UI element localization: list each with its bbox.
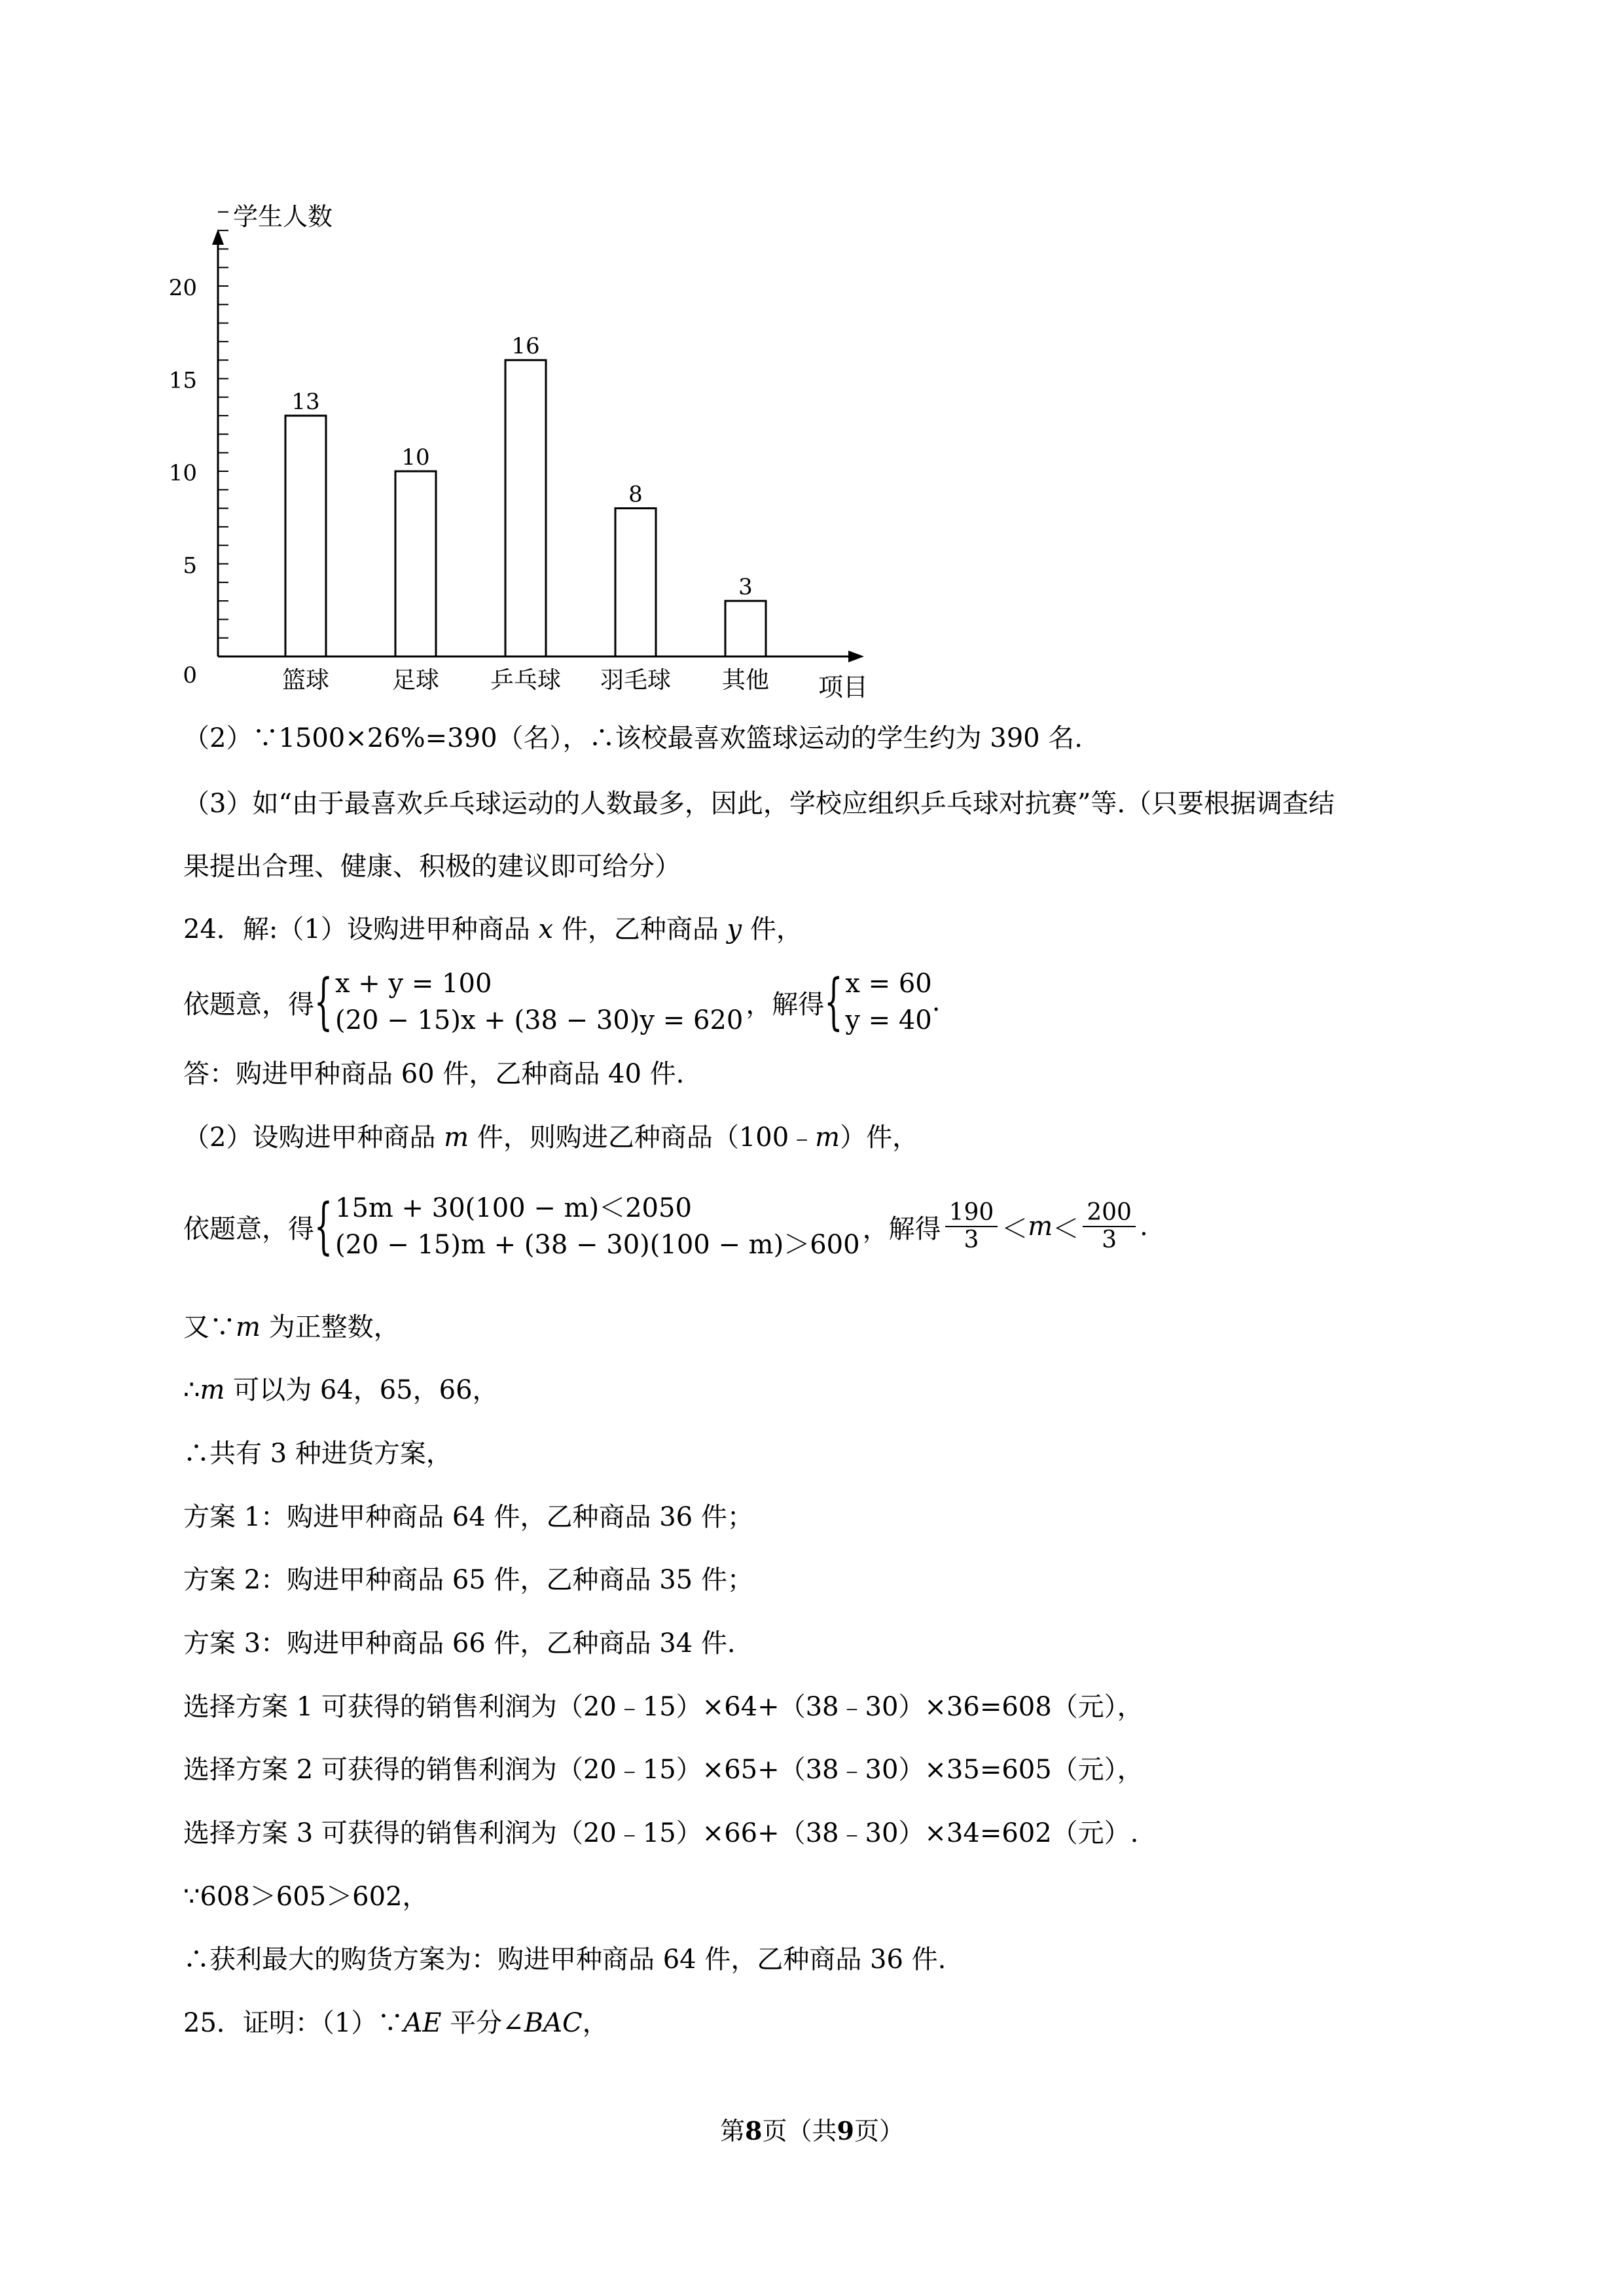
angle-bac: BAC (524, 2008, 583, 2038)
y-tick-label: 5 (183, 552, 197, 579)
left-brace-solution: { (824, 967, 843, 1037)
x-axis-arrow (848, 651, 864, 662)
q24-part2-a: （2）设购进甲种商品 (183, 1122, 444, 1153)
fraction-2-denominator: 3 (1102, 1227, 1117, 1253)
y-axis-label: 学生人数 (233, 202, 333, 231)
q25-b: 平分∠ (441, 2008, 524, 2038)
because-text: 又∵ (183, 1312, 236, 1342)
q24-m-values (183, 1372, 499, 1408)
bar (285, 416, 326, 656)
footer-page-number: 8 (745, 2116, 763, 2145)
q24-compare: ∵608＞605＞602， (183, 1882, 429, 1912)
q24-answer-1: 答：购进甲种商品 60 件，乙种商品 40 件. (183, 1059, 685, 1089)
footer-mid: 页（共 (762, 2117, 837, 2145)
q24-profit-2: 选择方案 2 可获得的销售利润为（20﹣15）×65+（38﹣30）×35=605（元）， (183, 1755, 1144, 1785)
integer-text: 为正整数， (260, 1312, 400, 1342)
footer-post: 页） (854, 2117, 904, 2145)
x-category-label: 篮球 (281, 667, 330, 694)
inequality-prefix: 依题意，得 (183, 1213, 314, 1244)
bar-data-label: 8 (628, 481, 643, 508)
q24-intro-c: 件， (742, 914, 803, 944)
x-category-label: 羽毛球 (600, 667, 672, 694)
q24-system (183, 965, 940, 1039)
therefore-text: ∴ (183, 1375, 200, 1405)
q24-intro-a: 24．解:（1）设购进甲种商品 (183, 914, 539, 944)
m-values-text: 可以为 64，65，66， (225, 1375, 499, 1405)
fraction-1-denominator: 3 (964, 1227, 979, 1253)
q24-inequality-system (183, 1190, 1148, 1263)
var-m-range: m (1028, 1211, 1053, 1242)
inequality-2: (20 − 15)m + (38 − 30)(100 − m)＞600 (335, 1230, 860, 1260)
bar (615, 509, 656, 656)
var-m-3: m (236, 1312, 261, 1342)
var-m: m (444, 1122, 469, 1153)
y-axis-arrow (212, 229, 224, 245)
q24-plan-1: 方案 1：购进甲种商品 64 件，乙种商品 36 件； (183, 1502, 753, 1532)
var-m-4: m (200, 1375, 225, 1405)
q24-system-prefix: 依题意，得 (183, 989, 314, 1020)
solution-y: y = 40 (845, 1005, 932, 1035)
less-than-1: ＜ (1001, 1213, 1028, 1244)
q24-conclusion: ∴获利最大的购货方案为：购进甲种商品 64 件，乙种商品 36 件. (183, 1945, 947, 1975)
inequality-1: 15m + 30(100 − m)＜2050 (335, 1193, 692, 1223)
q24-plan-2: 方案 2：购进甲种商品 65 件，乙种商品 35 件； (183, 1565, 753, 1595)
answer-line-2: （2）∵1500×26%=390（名），∴该校最喜欢篮球运动的学生约为 390 名. (183, 723, 1083, 753)
fraction-1-numerator: 190 (945, 1200, 998, 1227)
bar-data-label: 16 (511, 333, 540, 360)
bar-chart (0, 0, 916, 720)
period: . (931, 987, 941, 1017)
var-x: x (538, 914, 554, 944)
answer-line-3: （3）如“由于最喜欢乒乓球运动的人数最多，因此，学校应组织乒乓球对抗赛”等.（只要根据调查结 (183, 789, 1335, 819)
y-tick-label: 15 (168, 367, 197, 394)
q24-part2-c: ）件， (840, 1122, 919, 1153)
q25-c: ， (582, 2008, 609, 2038)
y-tick-label: 10 (168, 460, 197, 486)
page-footer (0, 2111, 1624, 2147)
fraction-2-numerator: 200 (1083, 1200, 1136, 1227)
chart-bars (282, 333, 769, 694)
less-than-2: ＜ (1053, 1213, 1079, 1244)
equation-1: x + y = 100 (335, 969, 492, 999)
bar (725, 601, 766, 656)
fraction-190-3 (945, 1200, 998, 1253)
q24-part2-intro (183, 1119, 918, 1156)
answer-line-3-cont: 果提出合理、健康、积极的建议即可给分） (183, 852, 681, 882)
q24-part2-b: 件，则购进乙种商品（100﹣ (469, 1122, 816, 1153)
var-m-2: m (815, 1122, 840, 1153)
period-2: . (1139, 1211, 1148, 1242)
left-brace-inequality: { (314, 1191, 333, 1262)
solve-text: ，解得 (746, 989, 825, 1020)
x-axis-label: 项目 (818, 673, 869, 702)
bar (395, 471, 436, 656)
bar-data-label: 3 (738, 574, 753, 601)
y-tick-label: 20 (168, 275, 197, 301)
x-category-label: 其他 (721, 667, 770, 694)
x-category-label: 乒乓球 (490, 667, 562, 694)
bar-data-label: 13 (291, 389, 320, 416)
q24-profit-3: 选择方案 3 可获得的销售利润为（20﹣15）×66+（38﹣30）×34=602（元）. (183, 1818, 1139, 1848)
equation-2: (20 − 15)x + (38 − 30)y = 620 (335, 1005, 744, 1035)
left-brace: { (314, 967, 333, 1037)
q24-solution (845, 965, 931, 1039)
q24-intro-b: 件，乙种商品 (553, 914, 727, 944)
q25-a: 25．证明：（1）∵ (183, 2008, 404, 2038)
var-y: y (727, 914, 742, 944)
q24-plan-3: 方案 3：购进甲种商品 66 件，乙种商品 34 件. (183, 1628, 736, 1659)
inequalities (335, 1190, 860, 1263)
y-tick-label: 0 (183, 662, 197, 689)
q24-profit-1: 选择方案 1 可获得的销售利润为（20﹣15）×64+（38﹣30）×36=608（元）， (183, 1692, 1144, 1722)
fraction-200-3 (1083, 1200, 1136, 1253)
bar (505, 360, 546, 656)
solution-x: x = 60 (845, 969, 932, 999)
q24-equations (335, 965, 743, 1039)
footer-pre: 第 (720, 2117, 746, 2145)
segment-ae: AE (403, 2008, 442, 2038)
q25-intro (183, 2005, 609, 2041)
q24-intro (183, 911, 803, 948)
x-category-label: 足球 (391, 667, 440, 694)
q24-plan-count: ∴共有 3 种进货方案， (183, 1439, 452, 1469)
bar-data-label: 10 (401, 444, 430, 471)
q24-m-integer (183, 1309, 400, 1346)
inequality-solve-text: ，解得 (862, 1213, 941, 1244)
footer-total-pages: 9 (837, 2116, 854, 2145)
